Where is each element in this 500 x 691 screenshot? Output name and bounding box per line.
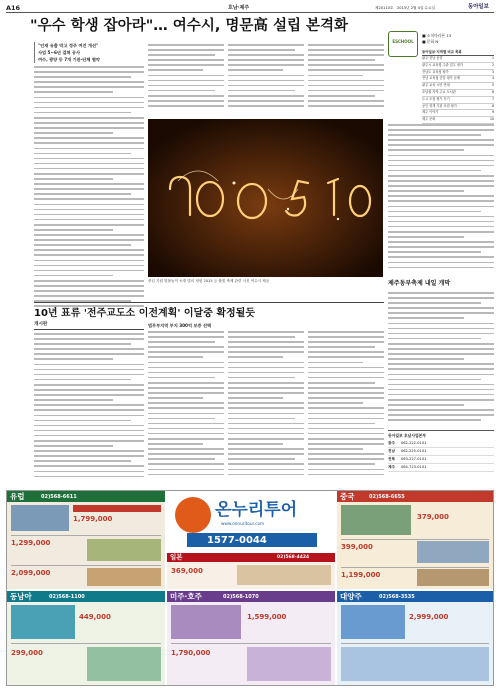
index-row-label: 제주 문화 [422,117,436,122]
index-row-number: 7 [491,96,494,101]
index-row-label: 공인 정책 기관 모집 평가 [422,103,457,108]
index-row-number: 9 [491,110,494,115]
index-row-number: 2 [491,62,494,67]
contact-phone: 064-723-0101 [400,465,427,470]
subhead-line: 사업 5~6년 걸쳐 공사 [38,50,81,55]
brand-phone: 1577-0044 [207,535,267,546]
subhead [34,42,144,63]
index-title: 동아일보·지역별 비교 목록 [422,50,494,56]
subhead-line: 여수, 광양 등 7개 기관·단체 협약 [38,57,100,62]
index-row-label: 광주·전남 동향 [422,56,443,60]
contact-region: 광주 [388,441,395,446]
light-painting-image [148,119,383,277]
sidebar-tags: ■ 소치마라톤 13 ■ 문화 N [422,33,452,44]
divider [34,302,384,303]
travel-advertisement [6,490,494,686]
contact-region: 전북 [388,457,395,462]
ad-phone: 02)568-3535 [379,594,415,600]
ad-region-label: 대양주 [340,592,362,601]
ad-price: 1,790,000 [171,649,211,657]
jeju-headline: 제주동부축제 내일 개막 [388,280,451,287]
article-text-column [228,44,304,116]
ad-phone: 02)568-1070 [223,594,259,600]
ad-price: 369,000 [171,567,203,575]
headline-2: 10년 표류 '전주교도소 이전계획' 이달중 확정될듯 [34,308,255,319]
index-row-label: 호남권 지역 주요 도서관 [422,89,456,94]
ad-price: 1,799,000 [73,515,113,523]
index-row [422,63,494,70]
ad-price: 399,000 [341,543,373,551]
issue-date: 2015년 2월 4일 수요일 [397,6,435,10]
index-row-number: 10 [489,117,494,122]
index-row [422,56,494,63]
contact-phone: 062-225-0101 [400,449,427,454]
article2-text-column [148,331,224,481]
index-row-label: 전남 교육청 중앙 평가 문제 [422,76,460,81]
index-row [422,90,494,97]
ad-europe[interactable] [7,491,165,589]
ad-region-label: 유럽 [10,492,25,501]
ad-china[interactable] [337,491,493,589]
contact-row [388,440,494,448]
index-row-number: 4 [491,76,494,81]
article2-text-column [228,331,304,481]
ad-price: 299,000 [11,649,43,657]
ad-price: 1,599,000 [247,613,287,621]
main-headline: "우수 학생 잡아라"… 여수시, 명문高 설립 본격화 [30,18,349,34]
contact-title: 동아일보 호남사업본부 [388,433,426,438]
article-text-column [34,66,144,316]
contact-region: 전남 [388,449,395,454]
index-row [422,97,494,104]
ad-price: 2,099,000 [11,569,51,577]
ad-japan[interactable] [167,553,335,589]
brand-name: 온누리투어 [215,500,298,520]
festival-photo [148,119,383,277]
paper-name: 동아일보 [468,4,489,10]
index-row-label: 도시 모집 평가 후기 [422,96,450,101]
index-sidebar [388,17,494,122]
index-row [422,117,494,124]
eschool-logo [388,31,418,57]
contact-row [388,448,494,456]
index-row-label: 전남도 교육청 평가 [422,69,449,74]
photo-credit: 여수시 제공 [250,279,270,283]
page-header [6,4,494,13]
contact-phone: 062-222-0101 [400,441,427,446]
ad-price: 379,000 [417,513,449,521]
ad-oceania[interactable] [337,591,493,685]
ad-region-label: 일본 [170,553,183,561]
index-row-label: 제주 이야기 [422,110,439,115]
brand-url[interactable]: www.onnuritour.com [221,521,265,526]
photo-caption-text: 중년 기원 빛불놀이 소재 빛의 정원 2015 등 불빛 축제 관련 사진 [148,279,250,283]
ad-phone: 02)568-4424 [277,555,310,560]
ad-center-brand[interactable] [167,491,335,551]
index-list [422,56,494,124]
index-row-number: 6 [491,89,494,94]
index-row-label: 광주시 교육청 주관 업무 평가 [422,62,464,67]
tag-line: 문화 N [426,39,439,44]
ad-price: 1,199,000 [341,571,381,579]
ad-americas[interactable] [167,591,335,685]
logo-text: ESCHOOL [392,39,414,44]
index-row [422,83,494,90]
ad-phone: 02)568-6655 [369,494,405,500]
subhead-line: "인재 유출 막고 정주 여건 개선" [38,43,99,48]
ad-region-label: 동남아 [10,592,32,601]
sidebar-text [388,124,494,276]
subhead-2-text: 법무부지역 부지 300억 보증 선택 [148,323,212,328]
index-row-number: 1 [491,56,494,60]
ad-region-label: 미주·호주 [170,592,202,601]
contact-phone: 063-227-0101 [400,457,427,462]
article-text-column [308,44,384,116]
index-row-number: 5 [491,83,494,88]
section-name: 호남·제주 [228,5,250,11]
issue-number: 제20110호 [375,6,394,10]
contact-region: 제주 [388,465,395,470]
ad-price: 2,999,000 [409,613,449,621]
index-row-label: 광주 교육 시민 연대 [422,83,450,88]
photo-caption [148,279,383,284]
bulletin-title: 개시판 [34,322,144,330]
contact-row [388,464,494,472]
jeju-text [388,292,494,427]
page-number: A16 [6,4,21,12]
tag-line: 소치마라톤 13 [426,33,452,38]
contact-rows [388,440,494,472]
ad-phone: 02)568-1100 [49,594,85,600]
article2-text-column [308,331,384,481]
ad-price: 1,299,000 [11,539,51,547]
bulletin-text [34,333,144,483]
ad-region-label: 중국 [340,492,355,501]
index-row-number: 8 [491,103,494,108]
article-text-column [148,44,224,116]
contact-box [388,430,494,484]
ad-southeast-asia[interactable] [7,591,165,685]
ad-price: 449,000 [79,613,111,621]
ad-phone: 02)568-6611 [41,494,77,500]
index-row-number: 3 [491,69,494,74]
contact-row [388,456,494,464]
